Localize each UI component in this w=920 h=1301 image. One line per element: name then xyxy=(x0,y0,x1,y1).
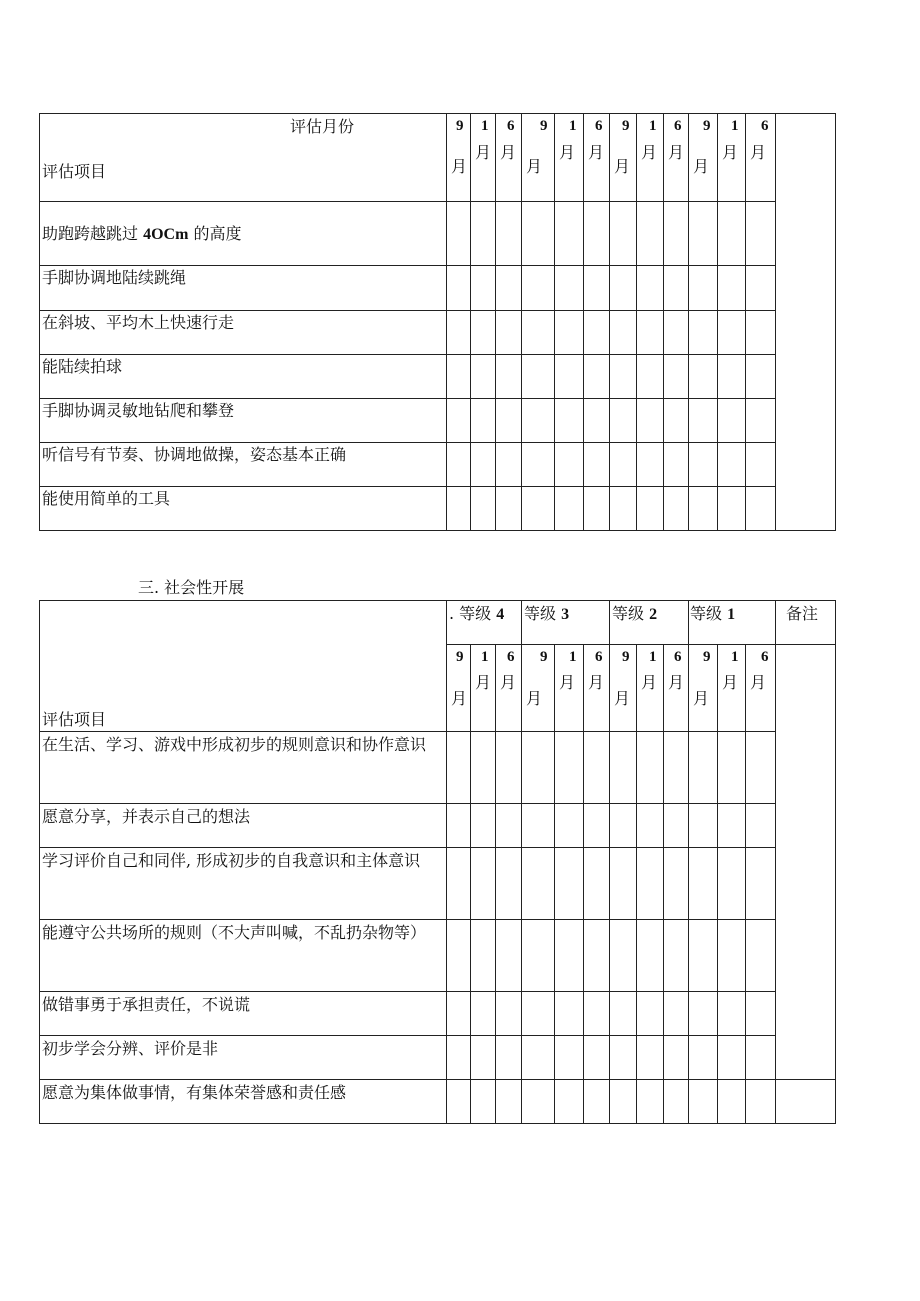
grid-line xyxy=(775,113,776,531)
month-char: 月 xyxy=(559,143,576,162)
section-title: 三. 社会性开展 xyxy=(138,578,245,597)
grid-line xyxy=(554,113,555,531)
evaluation-item: 手脚协调灵敏地钻爬和攀登 xyxy=(42,401,235,420)
month-digit: 9 xyxy=(540,649,548,665)
month-digit: 9 xyxy=(622,118,630,134)
month-char: 月 xyxy=(588,673,605,692)
grid-line xyxy=(39,600,836,601)
header-month-label: 评估月份 xyxy=(290,117,355,136)
month-digit: 9 xyxy=(456,649,464,665)
month-char: 月 xyxy=(668,673,685,692)
month-char: 月 xyxy=(693,689,710,708)
month-char: 月 xyxy=(588,143,605,162)
month-char: 月 xyxy=(614,689,631,708)
month-char: 月 xyxy=(526,689,543,708)
month-digit: 1 xyxy=(569,649,577,665)
grid-line xyxy=(835,600,836,1124)
month-digit: 6 xyxy=(761,118,769,134)
month-digit: 1 xyxy=(731,649,739,665)
month-digit: 9 xyxy=(703,649,711,665)
month-digit: 9 xyxy=(540,118,548,134)
month-char: 月 xyxy=(750,673,767,692)
grid-line xyxy=(636,113,637,531)
grid-line xyxy=(775,600,776,1124)
grid-line xyxy=(446,644,836,645)
header-item-label: 评估项目 xyxy=(42,710,107,729)
month-char: 月 xyxy=(526,157,543,176)
month-char: 月 xyxy=(500,673,517,692)
evaluation-item: 在生活、学习、游戏中形成初步的规则意识和协作意识 xyxy=(42,735,427,754)
month-digit: 1 xyxy=(731,118,739,134)
grid-line xyxy=(39,310,776,311)
evaluation-item: 助跑跨越跳过 4OCm 的高度 xyxy=(42,224,242,243)
month-digit: 6 xyxy=(507,649,515,665)
month-digit: 1 xyxy=(649,118,657,134)
grid-line xyxy=(688,113,689,531)
grid-line xyxy=(583,113,584,531)
grid-line xyxy=(39,442,776,443)
evaluation-item: 愿意分享，并表示自己的想法 xyxy=(42,807,251,826)
month-char: 月 xyxy=(559,673,576,692)
grid-line xyxy=(609,600,610,1124)
grid-line xyxy=(39,354,776,355)
month-digit: 6 xyxy=(595,118,603,134)
grid-line xyxy=(583,644,584,1124)
evaluation-item: 初步学会分辨、评价是非 xyxy=(42,1039,219,1058)
remark-header: 备注 xyxy=(786,604,819,623)
grid-line xyxy=(495,644,496,1124)
grid-line xyxy=(745,113,746,531)
grid-line xyxy=(39,486,776,487)
month-digit: 9 xyxy=(456,118,464,134)
month-digit: 6 xyxy=(507,118,515,134)
grade-header-1: 等级 1 xyxy=(690,604,736,623)
evaluation-item: 做错事勇于承担责任，不说谎 xyxy=(42,995,251,1014)
month-digit: 6 xyxy=(674,118,682,134)
month-char: 月 xyxy=(451,689,468,708)
grade-header-2: 等级 2 xyxy=(612,604,658,623)
grid-line xyxy=(39,201,776,202)
month-char: 月 xyxy=(722,673,739,692)
month-digit: 1 xyxy=(481,118,489,134)
month-char: 月 xyxy=(475,143,492,162)
month-char: 月 xyxy=(451,157,468,176)
month-char: 月 xyxy=(475,673,492,692)
grid-line xyxy=(470,644,471,1124)
grid-line xyxy=(521,600,522,1124)
grid-line xyxy=(663,644,664,1124)
month-char: 月 xyxy=(641,673,658,692)
grid-line xyxy=(495,113,496,531)
grid-line xyxy=(470,113,471,531)
evaluation-item: 在斜坡、平均木上快速行走 xyxy=(42,313,235,332)
grid-line xyxy=(663,113,664,531)
month-digit: 6 xyxy=(761,649,769,665)
grid-line xyxy=(39,600,40,1124)
grid-line xyxy=(39,113,40,531)
month-digit: 9 xyxy=(703,118,711,134)
grid-line xyxy=(745,644,746,1124)
header-item-label: 评估项目 xyxy=(42,162,107,181)
evaluation-item: 愿意为集体做事情，有集体荣誉感和责任感 xyxy=(42,1083,347,1102)
month-char: 月 xyxy=(668,143,685,162)
evaluation-item: 能陆续拍球 xyxy=(42,357,123,376)
month-digit: 1 xyxy=(569,118,577,134)
grid-line xyxy=(835,113,836,531)
grid-line xyxy=(521,113,522,531)
grid-line xyxy=(636,644,637,1124)
month-char: 月 xyxy=(693,157,710,176)
month-char: 月 xyxy=(722,143,739,162)
month-char: 月 xyxy=(750,143,767,162)
month-char: 月 xyxy=(614,157,631,176)
month-char: 月 xyxy=(641,143,658,162)
evaluation-item: 能使用简单的工具 xyxy=(42,489,171,508)
grid-line xyxy=(609,113,610,531)
grid-line xyxy=(39,398,776,399)
grid-line xyxy=(446,113,447,531)
grid-line xyxy=(554,644,555,1124)
grade-header-3: 等级 3 xyxy=(524,604,570,623)
month-digit: 1 xyxy=(649,649,657,665)
evaluation-item: 手脚协调地陆续跳绳 xyxy=(42,268,187,287)
grid-line xyxy=(717,113,718,531)
grade-header-4: . 等级 4 xyxy=(449,604,505,623)
month-digit: 6 xyxy=(595,649,603,665)
evaluation-item: 学习评价自己和同伴, 形成初步的自我意识和主体意识 xyxy=(42,851,421,870)
month-digit: 9 xyxy=(622,649,630,665)
month-char: 月 xyxy=(500,143,517,162)
grid-line xyxy=(446,600,447,1124)
grid-line xyxy=(717,644,718,1124)
evaluation-item: 能遵守公共场所的规则（不大声叫喊，不乱扔杂物等） xyxy=(42,923,427,942)
month-digit: 6 xyxy=(674,649,682,665)
month-digit: 1 xyxy=(481,649,489,665)
grid-line xyxy=(688,600,689,1124)
evaluation-item: 听信号有节奏、协调地做操，姿态基本正确 xyxy=(42,445,347,464)
grid-line xyxy=(39,265,776,266)
